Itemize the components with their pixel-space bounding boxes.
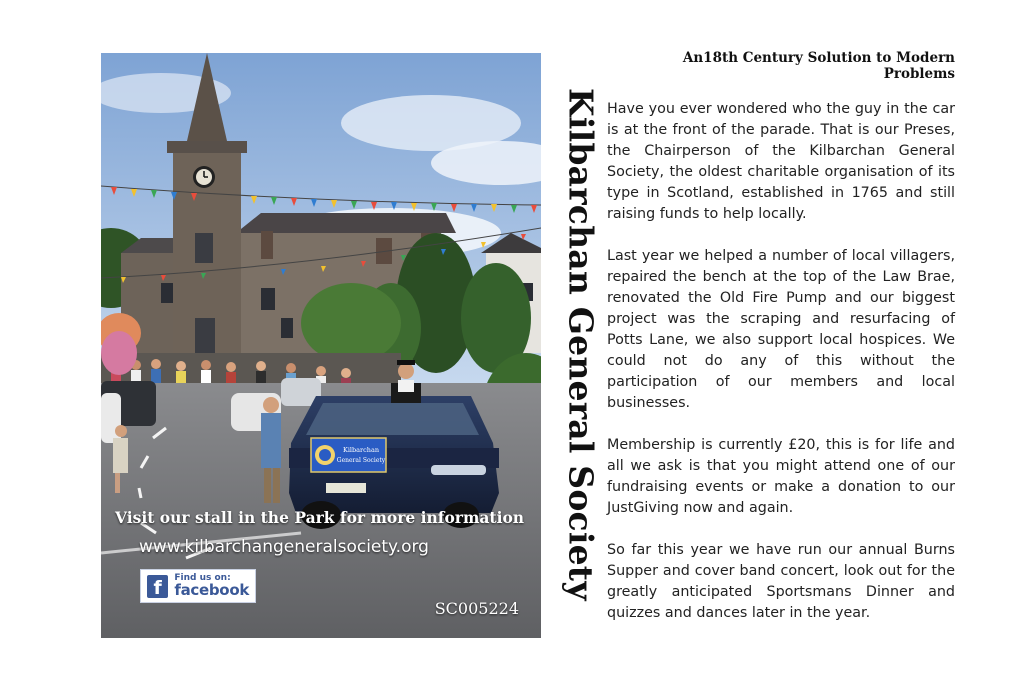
article-paragraph-2: Last year we helped a number of local villagers, repaired the bench at the top of the Law Brae, renovated the Old Fire Pump and our biggest project was the scraping and resurfacing of Potts Lane, we also support local hospices. We could not do any of this without the participation of our members and local businesses.: [607, 248, 955, 411]
article-heading: An18th Century Solution to Modern Problems: [682, 50, 955, 82]
facebook-button[interactable]: [140, 569, 256, 603]
article: [607, 50, 955, 645]
parade-photo: [101, 53, 541, 638]
stall-invitation: Visit our stall in the Park for more information: [115, 508, 525, 527]
facebook-icon: f: [147, 575, 168, 598]
facebook-label: [174, 574, 249, 598]
article-paragraph-3: Membership is currently £20, this is for life and all we ask is that you might attend one of our fundraising events or make a donation to our JustGiving now and again.: [607, 437, 955, 516]
article-paragraph-4: So far this year we have run our annual Burns Supper and cover band concert, look out for the greatly anticipated Sportsmans Dinner and quizzes and dances later in the year.: [607, 542, 955, 621]
article-paragraph-1: Have you ever wondered who the guy in the car is at the front of the parade. That is our Preses, the Chairperson of the Kilbarchan General Society, the oldest charitable organisation of its type in Scotland, established in 1765 and still raising funds to help locally.: [607, 101, 955, 222]
facebook-find-us: Find us on:: [174, 573, 231, 583]
charity-number: SC005224: [434, 599, 519, 618]
website-link[interactable]: www.kilbarchangeneralsociety.org: [139, 537, 429, 557]
society-title: Kilbarchan General Society: [561, 87, 601, 601]
facebook-name: facebook: [174, 581, 249, 599]
car-banner-line1: Kilbarchan: [342, 446, 380, 454]
car-banner-line2: General Society: [336, 457, 386, 464]
